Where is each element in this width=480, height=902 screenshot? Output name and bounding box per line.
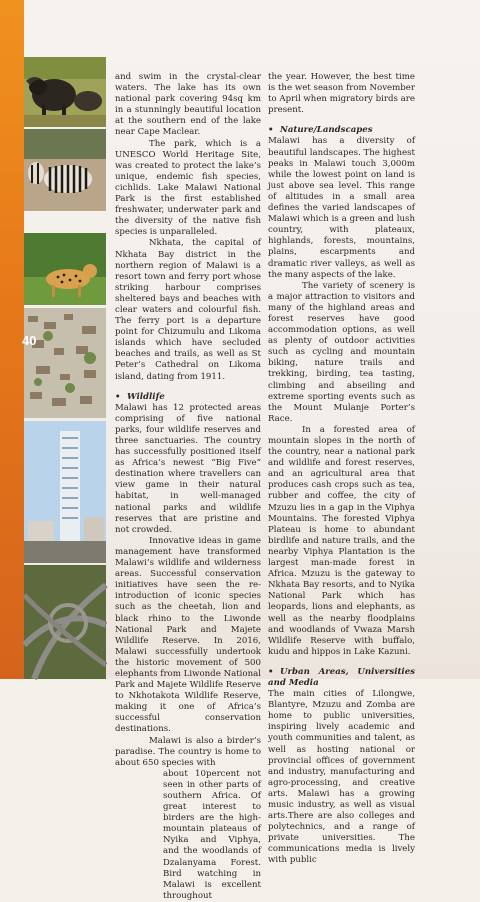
- orange-side-strip: [0, 0, 24, 679]
- section-heading-nature: • Nature/Landscapes: [268, 125, 373, 136]
- paragraph: The main cities of Lilongwe, Blantyre, Mzuzu and Zomba are home to public universities, inspiring lively academic and youth communities and talent, as well as hosting national or provincial offices of government and industry, manufacturing and agro-processing, and creative arts. Malawi has a growing music industry, as well as visual arts.There are also colleges and polytechnics, and a range of private universities. The communications media is lively with public: [268, 689, 415, 866]
- zebra-photo: [24, 129, 106, 211]
- bullet-icon: •: [268, 125, 274, 136]
- left-text-column: [115, 72, 261, 902]
- highway-photo: [24, 565, 106, 679]
- paragraph: Malawi is also a birder’s paradise. The country is home to about 650 species with: [115, 735, 261, 768]
- paragraph: Innovative ideas in game management have transformed Malawi’s wildlife and wilderness areas. Successful conservation initiatives have seen the re-introduction of iconic species such as the cheetah, lion and black rhino to the Liwonde National Park and Majete Wildlife Reserve. In 2016, Malawi successfully undertook the historic movement of 500 elephants from Liwonde National Park and Majete Wildlife Reserve to Nkhotakota Wildlife Reserve, making it one of Africa’s successful conservation destinations.: [115, 535, 261, 735]
- buffalo-photo: [24, 57, 106, 127]
- tower-photo: [24, 421, 106, 563]
- paragraph: In a forested area of mountain slopes in the north of the country, near a national park and wildlife and forest reserves, and an agricultural area that produces cash crops such as tea, rubber and coffee, the city of Mzuzu lies in a gap in the Viphya Mountains. The forested Viphya Plateau is home to abundant birdlife and nature trails, and the nearby Viphya Plantation is the largest man-made forest in Africa. Mzuzu is the gateway to Nkhata Bay resorts, and to Nyika National Park which has leopards, lions and elephants, as well as the nearby floodplains and woodlands of Vwaza Marsh Wildlife Reserve with buffalo, kudu and hippos in Lake Kazuni.: [268, 424, 415, 657]
- page-number: 40: [22, 333, 37, 348]
- paragraph: and swim in the crystal-clear waters. The lake has its own national park covering 94sq km in a stunningly beautiful location at the southern end of the lake near Cape Maclear.: [115, 72, 261, 138]
- paragraph: Malawi has a diversity of beautiful landscapes. The highest peaks in Malawi touch 3,000m while the lowest point on land is just above sea level. This range of altitudes in a small area defines the varied landscapes of Malawi which is a green and lush country, with plateaux, highlands, forests, mountains, plains, escarpments and dramatic river valleys, as well as the many aspects of the lake.: [268, 136, 415, 280]
- paragraph: about 10percent not seen in other parts of southern Africa. Of great interest to birders are the high-mountain plateaus of Nyika and Viphya, and the woodlands of Dzalanyama Forest. Bird watching in Malawi is excellent throughout: [163, 768, 261, 901]
- bullet-icon: •: [115, 391, 121, 402]
- town-photo: [24, 308, 106, 418]
- section-heading-wildlife: • Wildlife: [115, 391, 165, 402]
- paragraph: The park, which is a UNESCO World Heritage Site, was created to protect the lake’s unique, endemic fish species, cichlids. Lake Malawi National Park is the first established freshwater, underwater park and the diversity of the native fish species is unparalleled.: [115, 138, 261, 238]
- paragraph: The variety of scenery is a major attraction to visitors and many of the highland areas and forest reserves have good accommodation options, as well as plenty of outdoor activities such as cycling and mountain biking, nature trails and trekking, birding, tea tasting, climbing and abseiling and extreme sporting events such as the Mount Mulanje Porter’s Race.: [268, 280, 415, 424]
- paragraph: Malawi has 12 protected areas comprising of five national parks, four wildlife reserves and three sanctuaries. The country has successfully positioned itself as Africa’s newest “Big Five” destination where travellers can view game in their natural habitat, in well-managed national parks and wildlife reserves that are pristine and not crowded.: [115, 402, 261, 535]
- bullet-icon: •: [268, 666, 274, 677]
- cheetah-photo: [24, 233, 106, 305]
- right-text-column: [268, 72, 415, 867]
- paragraph: the year. However, the best time is the wet season from November to April when migratory birds are present.: [268, 72, 415, 116]
- paragraph: Nkhata, the capital of Nkhata Bay district in the northern region of Malawi is a resort town and ferry port whose striking harbour comprises sheltered bays and beaches with clear waters and colourful fish. The ferry port is a departure point for Chizumulu and Likoma islands which have secluded beaches and trails, as well as St Peter’s Cathedral on Likoma island, dating from 1911.: [115, 238, 261, 382]
- section-heading-urban: • Urban Areas, Universities and Media: [268, 666, 415, 688]
